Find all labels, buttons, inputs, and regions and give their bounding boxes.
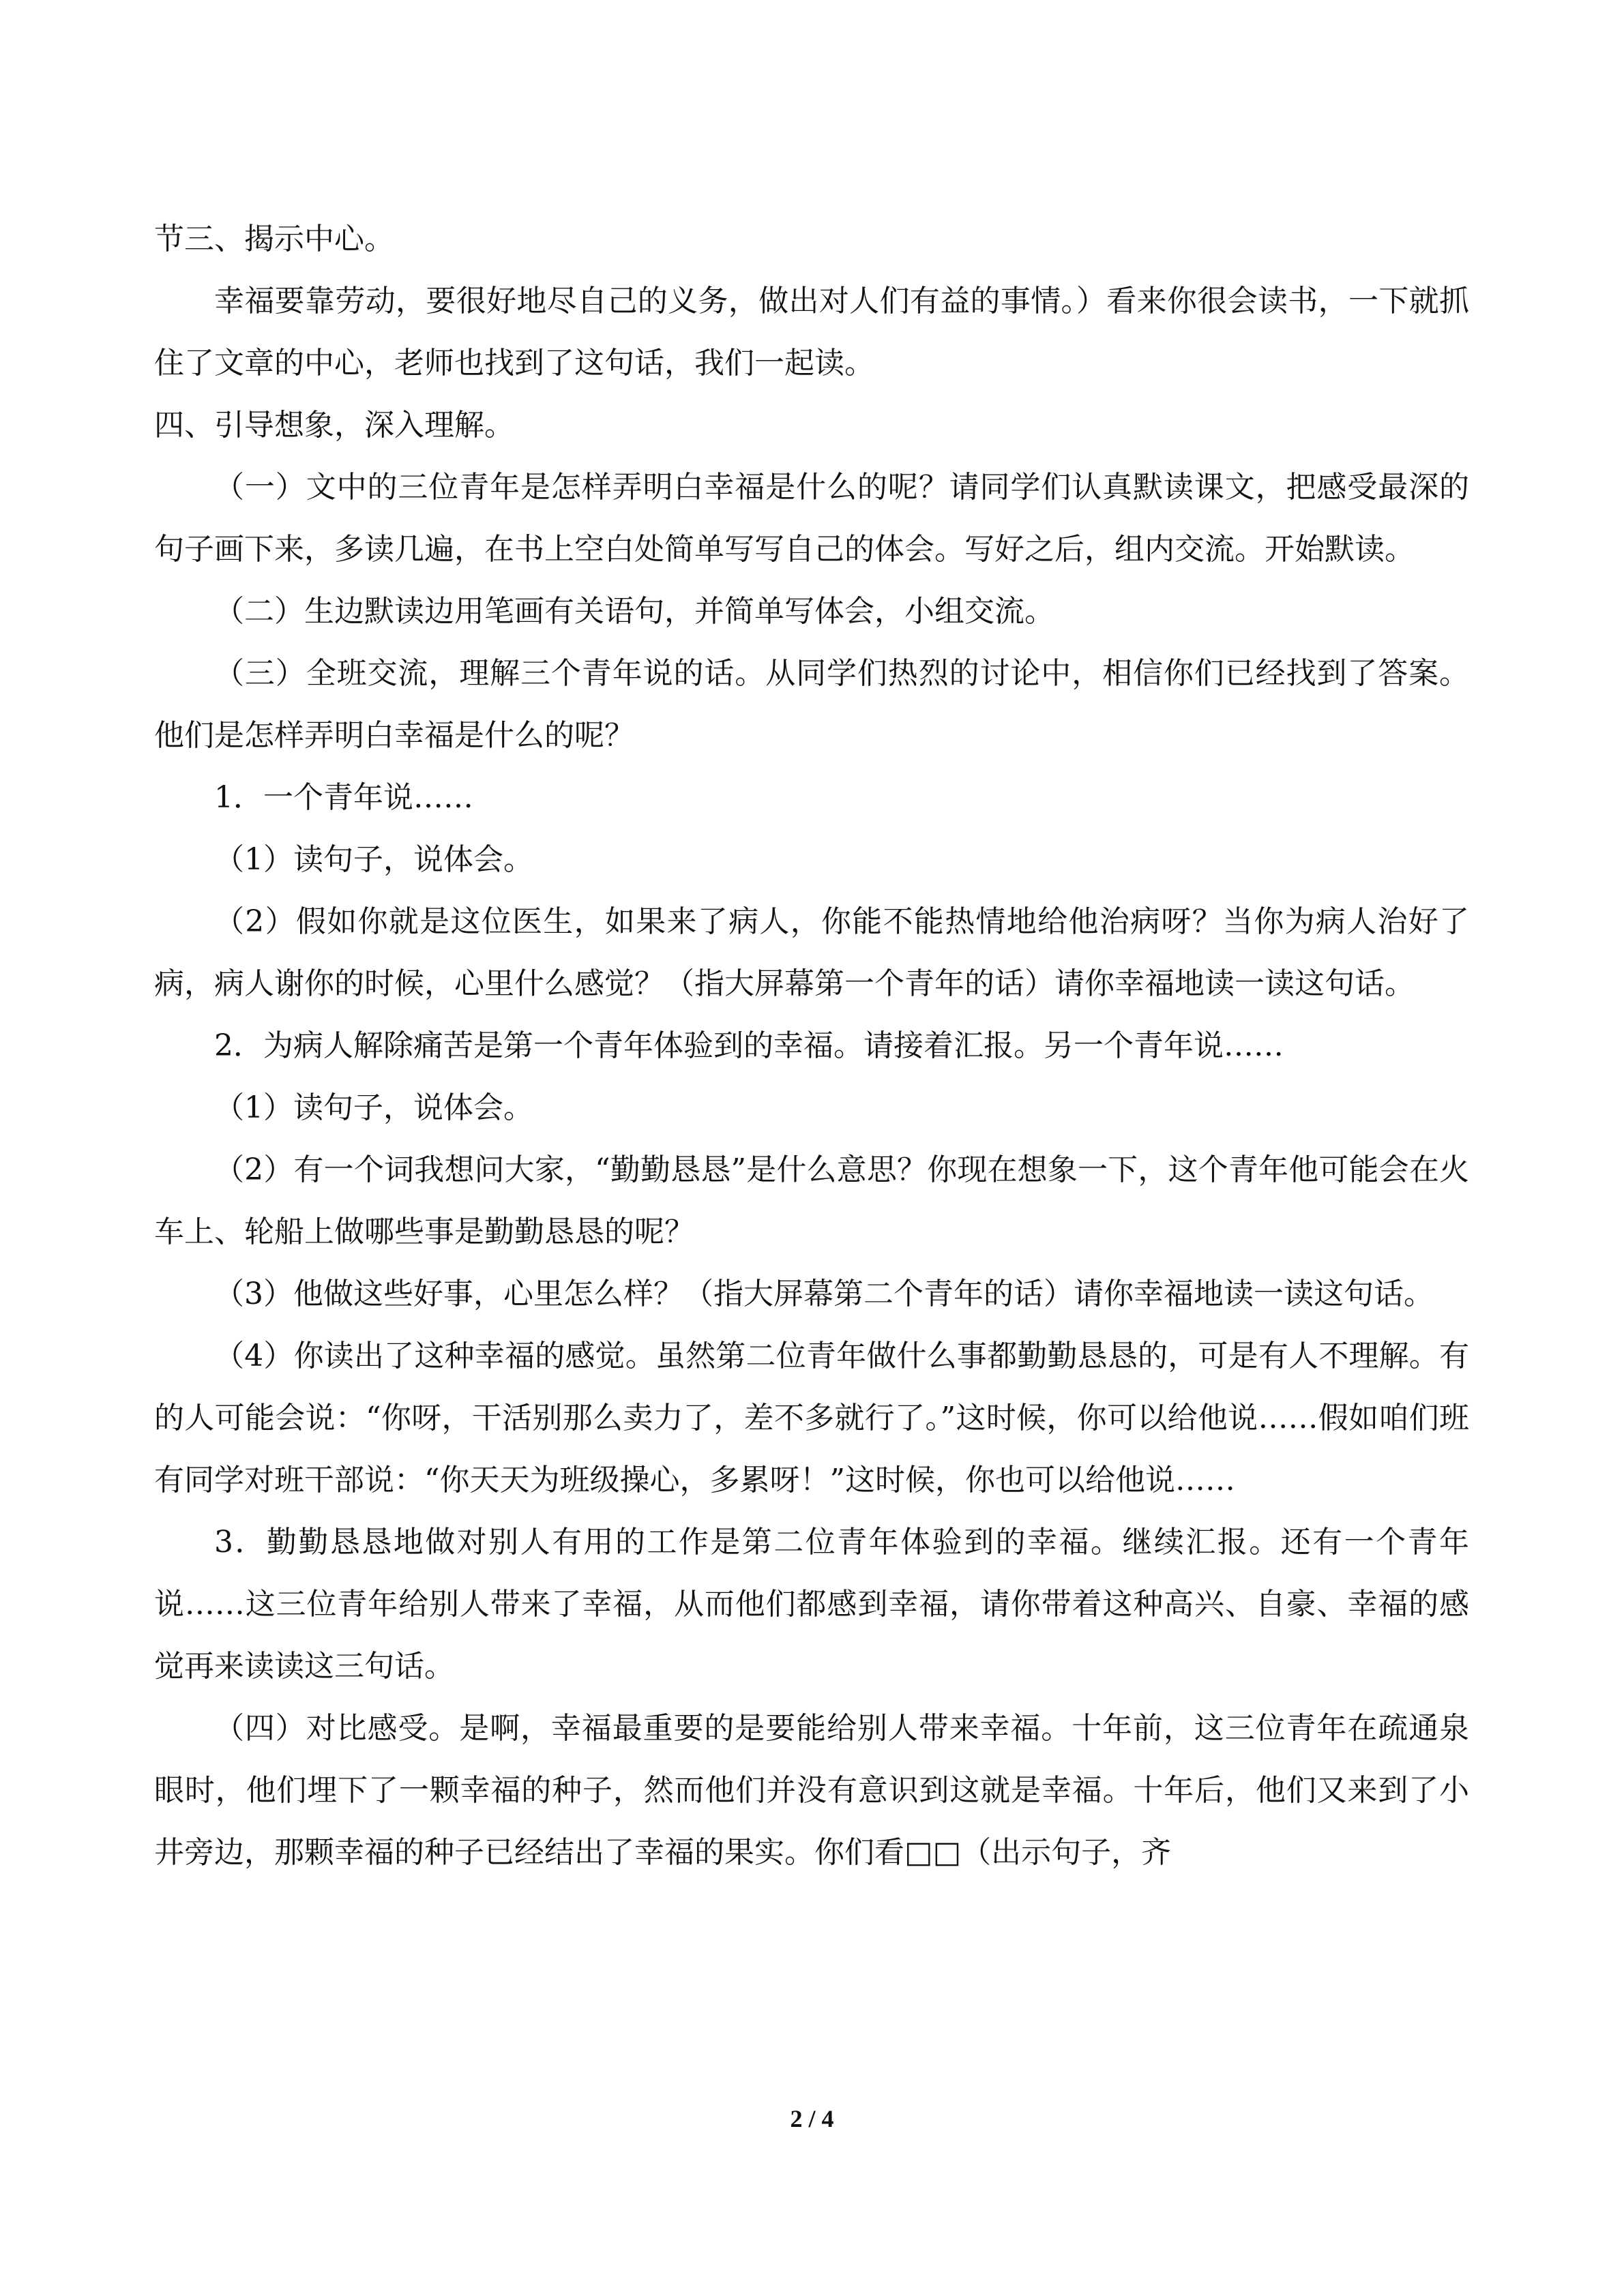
paragraph-step-four: （四）对比感受。是啊，幸福最重要的是要能给别人带来幸福。十年前，这三位青年在疏通泉眼时，他们埋下了一颗幸福的种子，然而他们并没有意识到这就是幸福。十年后，他们又来到了小井旁边，那颗幸福的种子已经结出了幸福的果实。你们看□□（出示句子，齐 <box>154 1711 1469 1870</box>
paragraph-item-2-4: （4）你读出了这种幸福的感觉。虽然第二位青年做什么事都勤勤恳恳的，可是有人不理解。有的人可能会说：“你呀，干活别那么卖力了，差不多就行了。”这时候，你可以给他说……假如咱们班有同学对班干部说：“你天天为班级操心，多累呀！”这时候，你也可以给他说…… <box>154 1339 1469 1497</box>
paragraph-step-one: （一）文中的三位青年是怎样弄明白幸福是什么的呢？请同学们认真默读课文，把感受最深的句子画下来，多读几遍，在书上空白处简单写写自己的体会。写好之后，组内交流。开始默读。 <box>154 470 1469 567</box>
heading-section-four: 四、引导想象，深入理解。 <box>154 408 514 443</box>
paragraph-item-1-1: （1）读句子，说体会。 <box>214 842 533 877</box>
paragraph-item-2-2: （2）有一个词我想问大家，“勤勤恳恳”是什么意思？你现在想象一下，这个青年他可能会在火车上、轮船上做哪些事是勤勤恳恳的呢？ <box>154 1152 1469 1249</box>
paragraph-item-1: 1．一个青年说…… <box>214 780 473 815</box>
paragraph-item-1-2: （2）假如你就是这位医生，如果来了病人，你能不能热情地给他治病呀？当你为病人治好了病，病人谢你的时候，心里什么感觉？（指大屏幕第一个青年的话）请你幸福地读一读这句话。 <box>154 904 1469 1001</box>
page-number: 2 / 4 <box>790 2105 834 2132</box>
paragraph-item-3: 3．勤勤恳恳地做对别人有用的工作是第二位青年体验到的幸福。继续汇报。还有一个青年说……这三位青年给别人带来了幸福，从而他们都感到幸福，请你带着这种高兴、自豪、幸福的感觉再来读读这三句话。 <box>154 1525 1469 1684</box>
paragraph-item-2: 2．为病人解除痛苦是第一个青年体验到的幸福。请接着汇报。另一个青年说…… <box>214 1028 1284 1063</box>
paragraph-item-2-3: （3）他做这些好事，心里怎么样？（指大屏幕第二个青年的话）请你幸福地读一读这句话。 <box>214 1277 1434 1311</box>
paragraph-step-three: （三）全班交流，理解三个青年说的话。从同学们热烈的讨论中，相信你们已经找到了答案。他们是怎样弄明白幸福是什么的呢？ <box>154 656 1469 753</box>
paragraph-central-idea: 幸福要靠劳动，要很好地尽自己的义务，做出对人们有益的事情。）看来你很会读书，一下就抓住了文章的中心，老师也找到了这句话，我们一起读。 <box>154 284 1469 381</box>
paragraph-section-three: 节三、揭示中心。 <box>154 222 394 256</box>
document-body <box>154 208 1469 1883</box>
paragraph-step-two: （二）生边默读边用笔画有关语句，并简单写体会，小组交流。 <box>214 594 1054 629</box>
paragraph-item-2-1: （1）读句子，说体会。 <box>214 1090 533 1125</box>
